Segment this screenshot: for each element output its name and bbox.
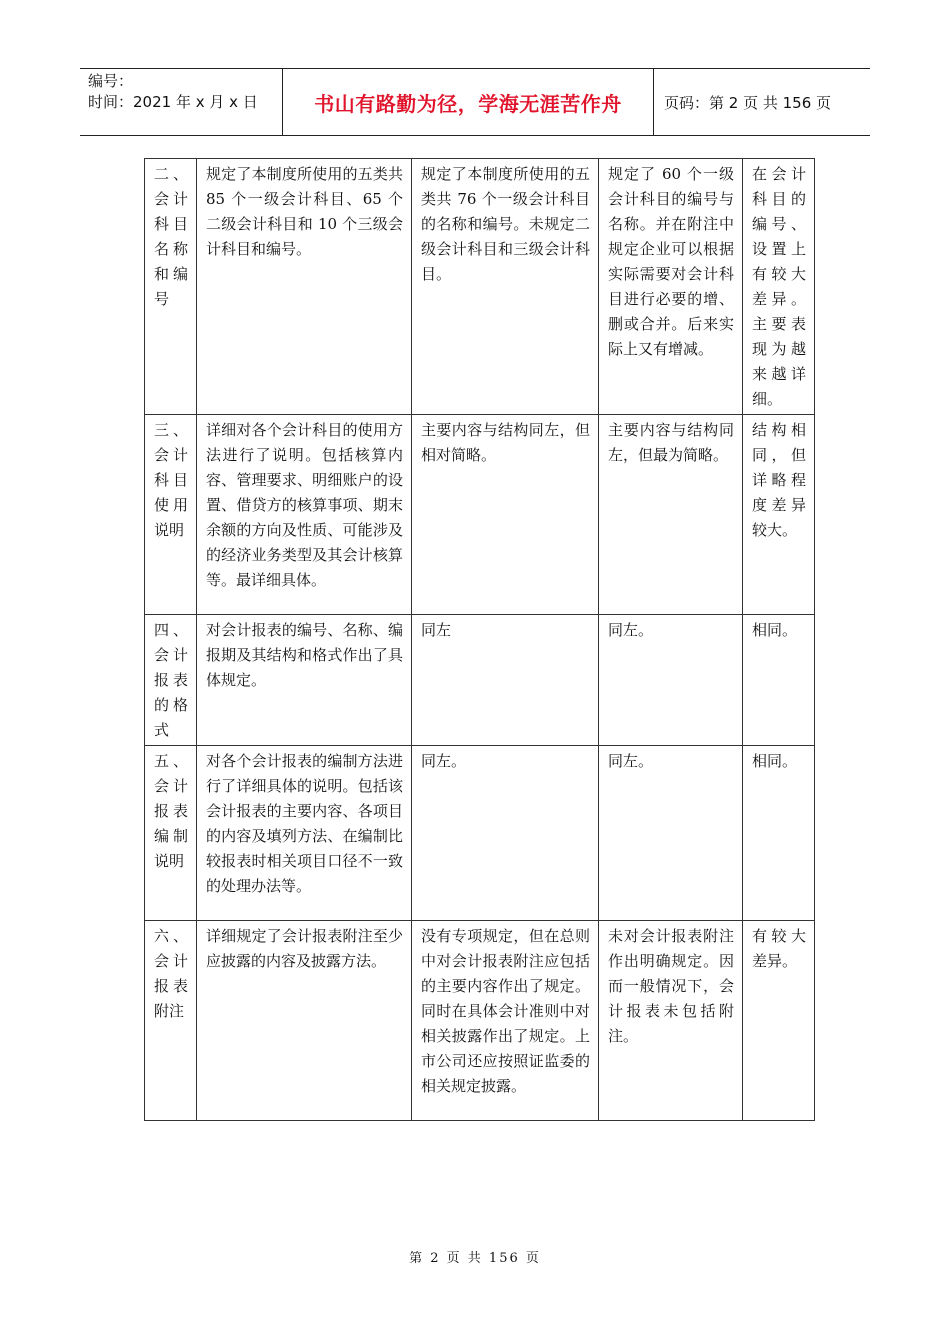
document-time-label: 时间：2021 年 x 月 x 日 [88,93,258,111]
table-cell: 详细对各个会计科目的使用方法进行了说明。包括核算内容、管理要求、明细账户的设置、借贷方的核算事项、期末余额的方向及性质、可能涉及的经济业务类型及其会计核算等。最详细具体。 [197,415,412,615]
row-item-cell: 五、会计报表编制说明 [145,746,197,921]
table-cell: 规定了本制度所使用的五类共 85 个一级会计科目、65 个二级会计科目和 10 个三级会计科目和编号。 [197,159,412,415]
table-cell: 规定了本制度所使用的五类共 76 个一级会计科目的名称和编号。未规定二级会计科目和三级会计科目。 [412,159,599,415]
table-cell: 对各个会计报表的编制方法进行了详细具体的说明。包括该会计报表的主要内容、各项目的内容及填列方法、在编制比较报表时相关项目口径不一致的处理办法等。 [197,746,412,921]
table-cell: 同左 [412,615,599,746]
document-number-label: 编号： [88,72,134,90]
header-motto: 书山有路勤为径，学海无涯苦作舟 [282,69,654,135]
table-cell: 同左。 [599,746,743,921]
table-cell: 主要内容与结构同左，但相对简略。 [412,415,599,615]
table-cell: 有较大差异。 [743,921,815,1121]
table-cell: 未对会计报表附注作出明确规定。因而一般情况下，会计报表未包括附注。 [599,921,743,1121]
table-row [145,159,815,415]
row-item-cell: 六、会计报表附注 [145,921,197,1121]
table-cell: 对会计报表的编号、名称、编报期及其结构和格式作出了具体规定。 [197,615,412,746]
table-cell: 同左。 [412,746,599,921]
table-row [145,921,815,1121]
table-cell: 相同。 [743,615,815,746]
comparison-table [144,158,815,1121]
table-cell: 结构相同，但详略程度差异较大。 [743,415,815,615]
table-cell: 在会计科目的编号、设置上有较大差异。主要表现为越来越详细。 [743,159,815,415]
row-item-cell: 二、会计科目名称和编号 [145,159,197,415]
table-cell: 规定了 60 个一级会计科目的编号与名称。并在附注中规定企业可以根据实际需要对会计科目进行必要的增、删或合并。后来实际上又有增减。 [599,159,743,415]
table-row [145,415,815,615]
table-cell: 同左。 [599,615,743,746]
page-header [80,68,870,136]
row-item-cell: 三、会计科目使用说明 [145,415,197,615]
row-item-cell: 四、会计报表的格式 [145,615,197,746]
header-page-info: 页码：第 2 页 共 156 页 [664,93,832,112]
table-cell: 主要内容与结构同左，但最为简略。 [599,415,743,615]
page-footer: 第 2 页 共 156 页 [409,1251,541,1266]
table-row [145,746,815,921]
table-cell: 详细规定了会计报表附注至少应披露的内容及披露方法。 [197,921,412,1121]
table-cell: 相同。 [743,746,815,921]
table-row [145,615,815,746]
table-cell: 没有专项规定，但在总则中对会计报表附注应包括的主要内容作出了规定。同时在具体会计准则中对相关披露作出了规定。上市公司还应按照证监委的相关规定披露。 [412,921,599,1121]
header-meta [80,69,282,135]
